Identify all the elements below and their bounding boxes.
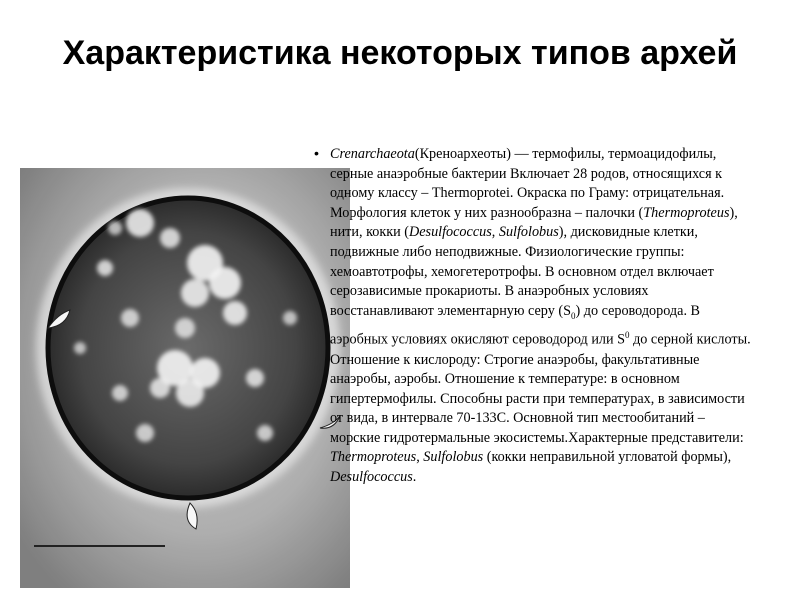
text-segment: . [412,469,417,486]
text-segment: ), дисковидные клетки, подвижные либо неподвижные. Физиологические группы: хемоавтотрофы, хемогетеротрофы. В основном отдел включает серозависимые прокариоты. В анаэробных условиях восстанавливают элементарную серу (S [330,224,714,319]
taxon-name: Desulfococcus [409,224,492,241]
archaea-micrograph [20,168,350,588]
text-segment: до серной кислоты. Отношение к кислороду: Строгие анаэробы, факультативные анаэробы, аэробы. Отношение к температуре: в основном гипертермофилы. Способны расти при температурах, в зависимости от вида, в интервале 70-133С. Основной тип местообитаний – морские гидротермальные экосистемы.Характерные представители: [330,331,751,446]
superscript: 0 [625,330,630,341]
text-segment: , [416,449,424,466]
taxon-name: Crenarchaeota [330,146,415,162]
text-segment: (Креноархеоты) — термофилы, термоацидофилы, серные анаэробные бактерии Включает 28 родов, относящихся к одному классу – Thermoprotei. Окраска по Граму: отрицательная. Морфология клеток у них разнообразна – палочки ( [330,146,725,221]
description-text [314,145,754,488]
taxon-name: Sulfolobus [423,449,484,466]
micrograph-image [20,168,350,588]
text-segment: , [491,224,499,241]
taxon-name: Sulfolobus [498,224,559,241]
taxon-name: Desulfococcus [330,469,413,486]
text-segment: (кокки неправильной угловатой формы), [483,449,732,466]
bullet-paragraph [314,145,754,488]
text-segment: ), нити, кокки ( [330,204,738,241]
taxon-name: Thermoproteus [643,204,730,221]
bullet-icon: • [314,146,319,162]
text-segment: ) до сероводорода. В аэробных условиях окисляют сероводород или S [330,302,701,348]
taxon-name: Thermoproteus [330,449,417,466]
slide-title: Характеристика некоторых типов архей [62,34,738,72]
subscript: 0 [570,310,576,321]
